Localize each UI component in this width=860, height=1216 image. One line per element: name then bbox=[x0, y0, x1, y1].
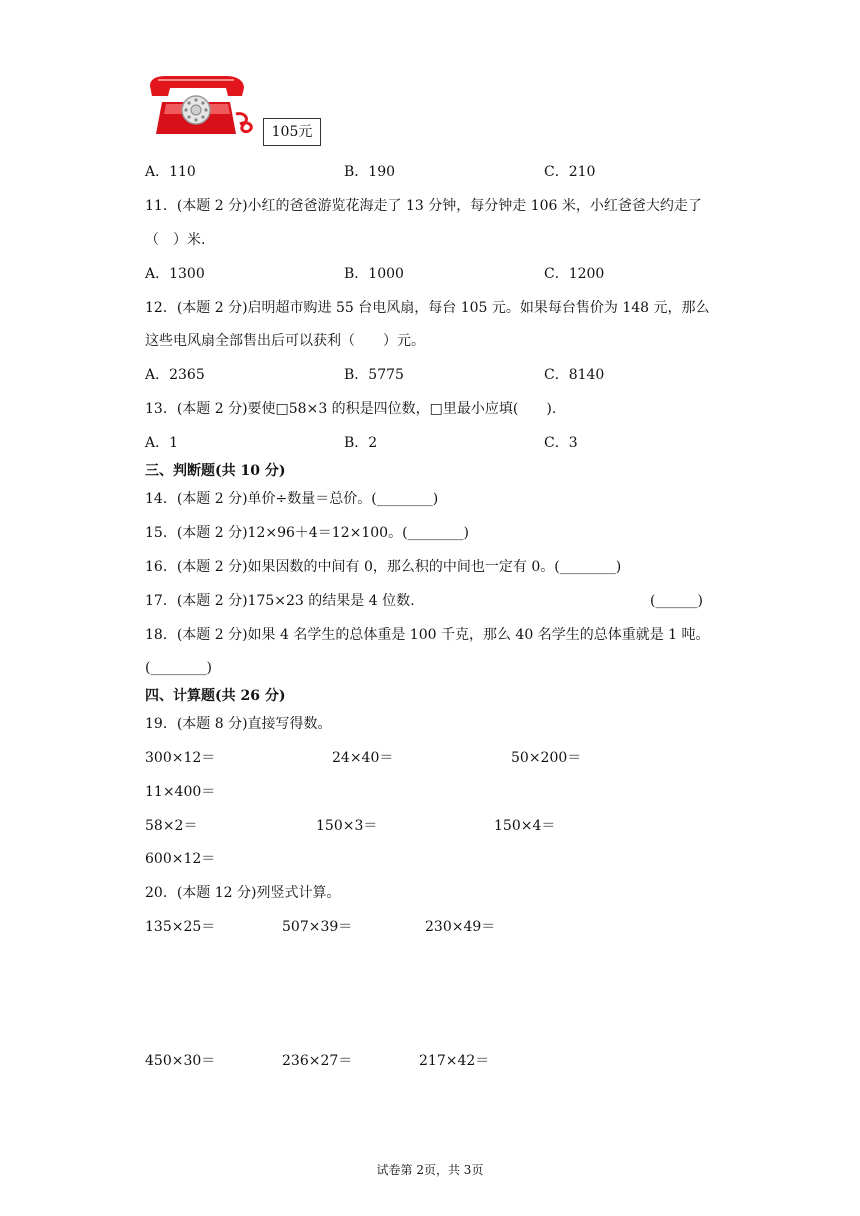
price-tag: 105元 bbox=[263, 118, 321, 146]
q18-answer-blank: (________) bbox=[145, 660, 212, 676]
q20-item: 507×39＝ bbox=[282, 919, 353, 935]
q19-item: 24×40＝ bbox=[332, 750, 394, 766]
q19-title: 19．(本题 8 分)直接写得数。 bbox=[145, 716, 332, 732]
q15-text: 15．(本题 2 分)12×96＋4＝12×100。(________) bbox=[145, 525, 470, 541]
q13-option-a: A．1 bbox=[145, 435, 179, 451]
q13-option-b: B．2 bbox=[344, 435, 378, 451]
q12-text-line2: 这些电风扇全部售出后可以获利（ ）元。 bbox=[145, 333, 425, 349]
q11-text-line2: （ ）米. bbox=[145, 232, 206, 248]
q11-option-a: A．1300 bbox=[145, 266, 205, 282]
q12-option-c: C．8140 bbox=[544, 367, 605, 383]
q10-option-c: C．210 bbox=[544, 164, 596, 180]
q17-text: 17．(本题 2 分)175×23 的结果是 4 位数. bbox=[145, 593, 415, 609]
q19-item: 11×400＝ bbox=[145, 784, 216, 800]
page-footer: 试卷第 2页，共 3页 bbox=[376, 1163, 484, 1177]
q13-text: 13．(本题 2 分)要使□58×3 的积是四位数，□里最小应填( ). bbox=[145, 401, 557, 417]
q19-item: 300×12＝ bbox=[145, 750, 216, 766]
q19-item: 150×3＝ bbox=[316, 818, 378, 834]
q11-option-c: C．1200 bbox=[544, 266, 605, 282]
q11-text-line1: 11．(本题 2 分)小红的爸爸游览花海走了 13 分钟，每分钟走 106 米，小红爸爸大约走了 bbox=[145, 198, 702, 214]
q10-option-b: B．190 bbox=[344, 164, 396, 180]
q11-option-b: B．1000 bbox=[344, 266, 404, 282]
section-4-heading: 四、计算题(共 26 分) bbox=[145, 688, 286, 704]
q14-text: 14．(本题 2 分)单价÷数量＝总价。(________) bbox=[145, 491, 439, 507]
q20-item: 230×49＝ bbox=[425, 919, 496, 935]
q12-text-line1: 12．(本题 2 分)启明超市购进 55 台电风扇，每台 105 元。如果每台售价为 148 元，那么 bbox=[145, 300, 710, 316]
q12-option-a: A．2365 bbox=[145, 367, 205, 383]
q13-option-c: C．3 bbox=[544, 435, 578, 451]
q17-answer-blank: (______) bbox=[650, 593, 703, 609]
q19-item: 58×2＝ bbox=[145, 818, 198, 834]
q20-item: 135×25＝ bbox=[145, 919, 216, 935]
q12-option-b: B．5775 bbox=[344, 367, 404, 383]
q20-title: 20．(本题 12 分)列竖式计算。 bbox=[145, 885, 341, 901]
q10-option-a: A．110 bbox=[145, 164, 196, 180]
q20-item: 450×30＝ bbox=[145, 1053, 216, 1069]
q18-text-line1: 18．(本题 2 分)如果 4 名学生的总体重是 100 千克，那么 40 名学生的总体重就是 1 吨。 bbox=[145, 627, 710, 643]
q16-text: 16．(本题 2 分)如果因数的中间有 0，那么积的中间也一定有 0。(________) bbox=[145, 559, 622, 575]
section-3-heading: 三、判断题(共 10 分) bbox=[145, 463, 286, 479]
red-telephone-image bbox=[144, 74, 254, 140]
q19-item: 150×4＝ bbox=[494, 818, 556, 834]
q19-item: 50×200＝ bbox=[511, 750, 582, 766]
q19-item: 600×12＝ bbox=[145, 851, 216, 867]
q20-item: 236×27＝ bbox=[282, 1053, 353, 1069]
q20-item: 217×42＝ bbox=[419, 1053, 490, 1069]
